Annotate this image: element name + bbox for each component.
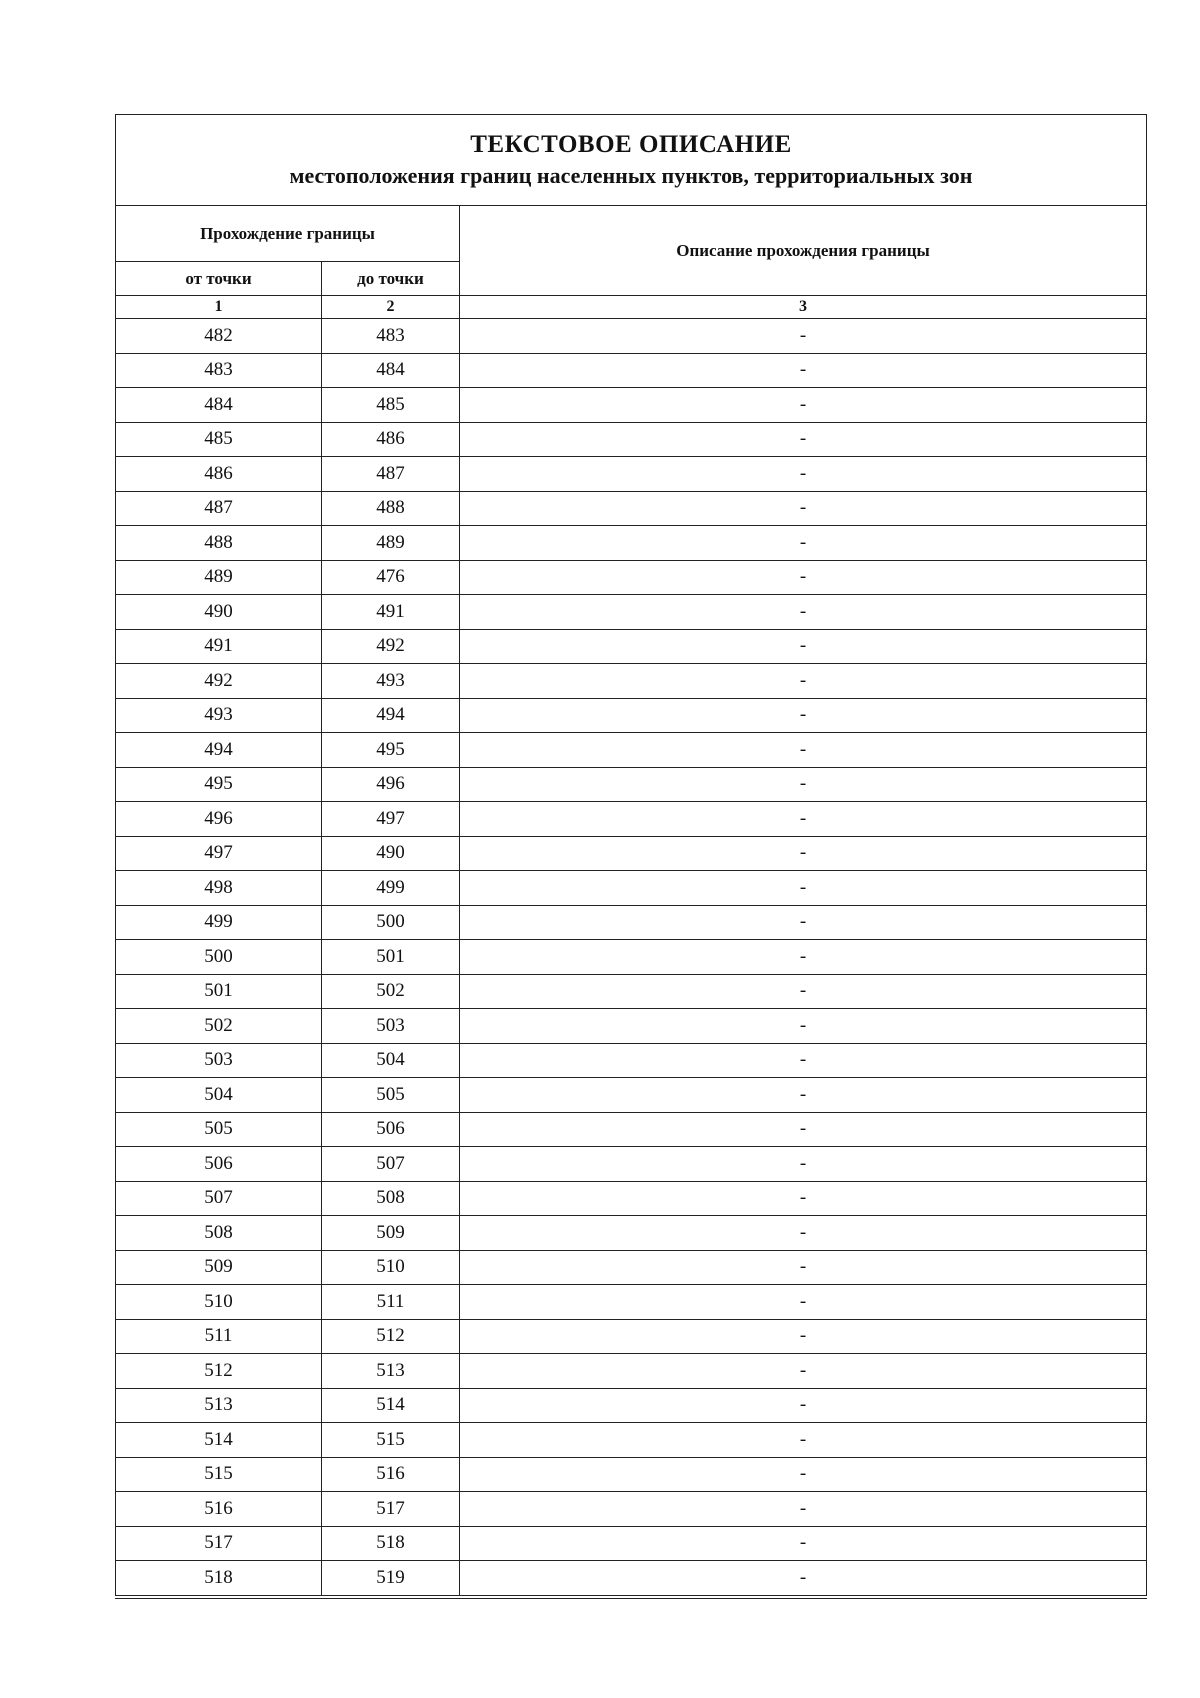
description-cell: - [460, 526, 1147, 561]
table-row [116, 1561, 1147, 1597]
table-row [116, 905, 1147, 940]
from-point-cell: 504 [116, 1078, 322, 1113]
to-point-cell: 492 [322, 629, 460, 664]
to-point-cell: 499 [322, 871, 460, 906]
table-row [116, 388, 1147, 423]
table-row [116, 1423, 1147, 1458]
table-row [116, 940, 1147, 975]
description-cell: - [460, 1216, 1147, 1251]
header-boundary-passage: Прохождение границы [116, 206, 460, 262]
description-cell: - [460, 802, 1147, 837]
to-point-cell: 507 [322, 1147, 460, 1182]
to-point-cell: 516 [322, 1457, 460, 1492]
from-point-cell: 494 [116, 733, 322, 768]
from-point-cell: 498 [116, 871, 322, 906]
table-row [116, 1354, 1147, 1389]
description-cell: - [460, 422, 1147, 457]
table-row [116, 595, 1147, 630]
from-point-cell: 518 [116, 1561, 322, 1597]
table-row [116, 1457, 1147, 1492]
from-point-cell: 485 [116, 422, 322, 457]
to-point-cell: 504 [322, 1043, 460, 1078]
table-row [116, 733, 1147, 768]
description-cell: - [460, 353, 1147, 388]
to-point-cell: 517 [322, 1492, 460, 1527]
from-point-cell: 490 [116, 595, 322, 630]
to-point-cell: 476 [322, 560, 460, 595]
description-cell: - [460, 1181, 1147, 1216]
table-row [116, 974, 1147, 1009]
to-point-cell: 519 [322, 1561, 460, 1597]
table-row [116, 1181, 1147, 1216]
document-title [116, 115, 1147, 206]
description-cell: - [460, 664, 1147, 699]
description-cell: - [460, 974, 1147, 1009]
from-point-cell: 500 [116, 940, 322, 975]
from-point-cell: 509 [116, 1250, 322, 1285]
table-row [116, 1526, 1147, 1561]
table-row [116, 836, 1147, 871]
description-cell: - [460, 1250, 1147, 1285]
table-row [116, 1112, 1147, 1147]
column-number-3: 3 [460, 296, 1147, 319]
table-row [116, 422, 1147, 457]
table-row [116, 1216, 1147, 1251]
description-cell: - [460, 629, 1147, 664]
description-cell: - [460, 319, 1147, 354]
table-row [116, 1147, 1147, 1182]
description-cell: - [460, 940, 1147, 975]
to-point-cell: 506 [322, 1112, 460, 1147]
to-point-cell: 518 [322, 1526, 460, 1561]
to-point-cell: 485 [322, 388, 460, 423]
from-point-cell: 499 [116, 905, 322, 940]
to-point-cell: 488 [322, 491, 460, 526]
description-cell: - [460, 836, 1147, 871]
from-point-cell: 497 [116, 836, 322, 871]
description-cell: - [460, 1319, 1147, 1354]
title-subtitle: местоположения границ населенных пунктов, территориальных зон [289, 163, 973, 188]
from-point-cell: 516 [116, 1492, 322, 1527]
from-point-cell: 515 [116, 1457, 322, 1492]
to-point-cell: 496 [322, 767, 460, 802]
table-row [116, 353, 1147, 388]
description-cell: - [460, 1526, 1147, 1561]
from-point-cell: 512 [116, 1354, 322, 1389]
table-row [116, 1285, 1147, 1320]
table-row [116, 664, 1147, 699]
description-cell: - [460, 388, 1147, 423]
description-cell: - [460, 767, 1147, 802]
description-cell: - [460, 1354, 1147, 1389]
to-point-cell: 512 [322, 1319, 460, 1354]
from-point-cell: 488 [116, 526, 322, 561]
to-point-cell: 509 [322, 1216, 460, 1251]
from-point-cell: 487 [116, 491, 322, 526]
table-row [116, 457, 1147, 492]
description-cell: - [460, 1112, 1147, 1147]
from-point-cell: 514 [116, 1423, 322, 1458]
to-point-cell: 502 [322, 974, 460, 1009]
description-cell: - [460, 1043, 1147, 1078]
table-row [116, 491, 1147, 526]
description-cell: - [460, 1457, 1147, 1492]
description-cell: - [460, 457, 1147, 492]
to-point-cell: 487 [322, 457, 460, 492]
to-point-cell: 514 [322, 1388, 460, 1423]
description-cell: - [460, 733, 1147, 768]
to-point-cell: 503 [322, 1009, 460, 1044]
table-row [116, 526, 1147, 561]
to-point-cell: 484 [322, 353, 460, 388]
from-point-cell: 505 [116, 1112, 322, 1147]
table-row [116, 767, 1147, 802]
description-cell: - [460, 1147, 1147, 1182]
table-row [116, 871, 1147, 906]
description-cell: - [460, 595, 1147, 630]
header-to-point: до точки [322, 262, 460, 296]
to-point-cell: 497 [322, 802, 460, 837]
title-main: ТЕКСТОВОЕ ОПИСАНИЕ [470, 131, 792, 158]
from-point-cell: 486 [116, 457, 322, 492]
from-point-cell: 493 [116, 698, 322, 733]
from-point-cell: 502 [116, 1009, 322, 1044]
to-point-cell: 493 [322, 664, 460, 699]
from-point-cell: 492 [116, 664, 322, 699]
table-body [116, 319, 1147, 1597]
column-number-2: 2 [322, 296, 460, 319]
from-point-cell: 491 [116, 629, 322, 664]
table-row [116, 1078, 1147, 1113]
description-cell: - [460, 1078, 1147, 1113]
from-point-cell: 495 [116, 767, 322, 802]
table-row [116, 1319, 1147, 1354]
from-point-cell: 496 [116, 802, 322, 837]
to-point-cell: 511 [322, 1285, 460, 1320]
from-point-cell: 507 [116, 1181, 322, 1216]
from-point-cell: 511 [116, 1319, 322, 1354]
to-point-cell: 510 [322, 1250, 460, 1285]
to-point-cell: 515 [322, 1423, 460, 1458]
to-point-cell: 494 [322, 698, 460, 733]
table-row [116, 802, 1147, 837]
from-point-cell: 508 [116, 1216, 322, 1251]
table-row [116, 1388, 1147, 1423]
to-point-cell: 508 [322, 1181, 460, 1216]
to-point-cell: 486 [322, 422, 460, 457]
table-row [116, 1492, 1147, 1527]
to-point-cell: 500 [322, 905, 460, 940]
to-point-cell: 501 [322, 940, 460, 975]
description-cell: - [460, 491, 1147, 526]
boundary-description-table [115, 114, 1147, 1599]
from-point-cell: 482 [116, 319, 322, 354]
table-row [116, 1043, 1147, 1078]
from-point-cell: 483 [116, 353, 322, 388]
header-from-point: от точки [116, 262, 322, 296]
description-cell: - [460, 1285, 1147, 1320]
from-point-cell: 517 [116, 1526, 322, 1561]
from-point-cell: 510 [116, 1285, 322, 1320]
to-point-cell: 483 [322, 319, 460, 354]
description-cell: - [460, 905, 1147, 940]
to-point-cell: 490 [322, 836, 460, 871]
header-description: Описание прохождения границы [460, 206, 1147, 296]
from-point-cell: 484 [116, 388, 322, 423]
table-row [116, 319, 1147, 354]
description-cell: - [460, 698, 1147, 733]
description-cell: - [460, 1388, 1147, 1423]
description-cell: - [460, 1009, 1147, 1044]
to-point-cell: 489 [322, 526, 460, 561]
table-row [116, 1250, 1147, 1285]
from-point-cell: 513 [116, 1388, 322, 1423]
table-row [116, 698, 1147, 733]
column-number-1: 1 [116, 296, 322, 319]
description-cell: - [460, 871, 1147, 906]
description-cell: - [460, 1423, 1147, 1458]
to-point-cell: 513 [322, 1354, 460, 1389]
description-cell: - [460, 1561, 1147, 1597]
from-point-cell: 503 [116, 1043, 322, 1078]
table-row [116, 1009, 1147, 1044]
from-point-cell: 501 [116, 974, 322, 1009]
from-point-cell: 506 [116, 1147, 322, 1182]
from-point-cell: 489 [116, 560, 322, 595]
description-cell: - [460, 1492, 1147, 1527]
to-point-cell: 495 [322, 733, 460, 768]
to-point-cell: 505 [322, 1078, 460, 1113]
table-row [116, 629, 1147, 664]
table-row [116, 560, 1147, 595]
to-point-cell: 491 [322, 595, 460, 630]
description-cell: - [460, 560, 1147, 595]
